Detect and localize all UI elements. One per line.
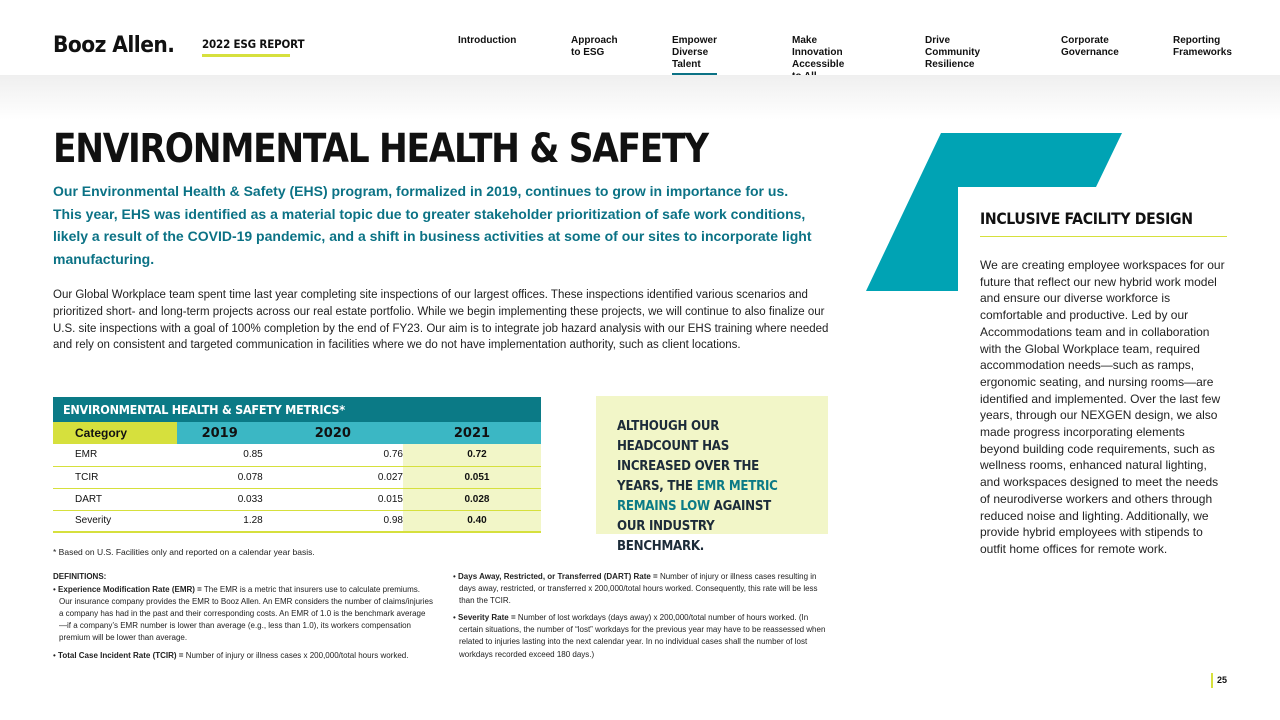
- page-number-bar: [1211, 673, 1213, 688]
- cell-2019: 1.28: [177, 510, 263, 532]
- definition-dart: • Days Away, Restricted, or Transferred (DART) Rate = Number of injury or illness cases resulting in days away, restricted, or transferred x 200,000/total hours worked. Consequently, this rate will be less than the TCIR.: [453, 572, 818, 606]
- definition-text: Number of lost workdays (days away) x 200,000/total number of hours worked. (In certain situations, the number of “lost” workdays for the previous year may have to be reassessed when related to injuries lasting into the next calendar year. In no individual cases shall the number of lost workdays recorded exceed 180 days.): [459, 613, 826, 659]
- nav-reporting-frameworks[interactable]: Reporting Frameworks: [1173, 35, 1232, 58]
- definition-emr: • Experience Modification Rate (EMR) = The EMR is a metric that insurers use to calculate premiums. Our insurance company provides the EMR to Booz Allen. An EMR considers the number of claims/injuries a company has had in the past and their corresponding costs. An EMR of 1.0 is the benchmark average—if a company’s EMR number is lower than average (e.g., less than 1.0), its workers compensation premium will be lower than average.: [53, 585, 433, 643]
- cell-2021: 0.72: [403, 444, 541, 466]
- ehs-metrics-table: [53, 397, 541, 533]
- column-header-2019: 2019: [177, 422, 263, 444]
- column-header-2021: 2021: [403, 422, 541, 444]
- nav-approach-to-esg[interactable]: Approach to ESG: [571, 35, 618, 58]
- row-label: Severity: [53, 510, 177, 532]
- definition-text: Number of injury or illness cases x 200,000/total hours worked.: [183, 650, 409, 660]
- row-label: DART: [53, 488, 177, 510]
- table-row: [53, 488, 541, 510]
- intro-paragraph: Our Environmental Health & Safety (EHS) program, formalized in 2019, continues to grow in importance for us. This year, EHS was identified as a material topic due to greater stakeholder prioritization of safe work conditions, likely a result of the COVID-19 pandemic, and a shift in business activities at some of our sites to incorporate light manufacturing.: [53, 183, 812, 267]
- definition-term: Severity Rate =: [458, 613, 516, 623]
- nav-make-innovation-accessible[interactable]: Make Innovation Accessible: [792, 35, 845, 70]
- definition-severity: • Severity Rate = Number of lost workdays (days away) x 200,000/total number of hours worked. (In certain situations, the number of “lost” workdays for the previous year may have to be reassessed when related to injuries lasting into the next calendar year. In no individual cases shall the number of lost workdays recorded exceed 180 days.): [453, 613, 826, 659]
- table-header-row: [53, 422, 541, 444]
- page-title: ENVIRONMENTAL HEALTH & SAFETY: [53, 126, 708, 172]
- definitions-heading: DEFINITIONS:: [53, 572, 107, 581]
- callout-text-part2: AGAINST OUR INDUSTRY BENCHMARK.: [617, 498, 771, 554]
- sidebar-text: We are creating employee workspaces for our future that reflect our new hybrid work model and ensure our diverse workforce is comfortable and productive. Led by our Accommodations team and in collaboration with the Global Workplace team, required accommodation needs—such as ramps, ergonomic seating, and nursing rooms—are identified and implemented. Over the last few years, through our NEXGEN design, we also made progress incorporating elements beyond building code requirements, such as wellness rooms, enhanced natural lighting, and workspaces designed to meet the needs of neurodiverse workers and others through reduced noise and lighting. Additionally, we provide hybrid employees with stipends to outfit home offices for remote work.: [980, 258, 1225, 556]
- callout-text: [617, 416, 802, 556]
- table-row: [53, 510, 541, 532]
- cell-2019: 0.033: [177, 488, 263, 510]
- report-title[interactable]: 2022 ESG REPORT: [202, 37, 305, 51]
- header: [0, 0, 1280, 75]
- definition-text: Number of injury or illness cases resulting in days away, restricted, or transferred x 200,000/total hours worked. Consequently, this rate will be less than the TCIR.: [459, 572, 818, 606]
- metrics-title: [53, 397, 541, 422]
- metrics-footnote: * Based on U.S. Facilities only and reported on a calendar year basis.: [53, 547, 315, 557]
- definition-term: Experience Modification Rate (EMR) =: [58, 585, 202, 595]
- nav-drive-community-resilience[interactable]: Drive Community Resilience: [925, 35, 980, 70]
- callout-text-part1: ALTHOUGH OUR HEADCOUNT HAS INCREASED OVER THE YEARS, THE: [617, 418, 759, 494]
- table-row: [53, 444, 541, 466]
- callout-highlight: EMR METRIC REMAINS LOW: [617, 478, 778, 514]
- cell-2020: 0.76: [263, 444, 403, 466]
- header-shadow: [0, 75, 1280, 120]
- cell-2020: 0.015: [263, 488, 403, 510]
- nav-corporate-governance[interactable]: Corporate Governance: [1061, 35, 1119, 58]
- column-header-2020: 2020: [263, 422, 403, 444]
- sidebar-title: INCLUSIVE FACILITY DESIGN: [980, 209, 1193, 228]
- definitions-right: [453, 571, 831, 666]
- definitions-left: [53, 571, 433, 667]
- cell-2019: 0.85: [177, 444, 263, 466]
- row-label: EMR: [53, 444, 177, 466]
- nav-introduction[interactable]: Introduction: [458, 35, 517, 46]
- cell-2020: 0.027: [263, 466, 403, 488]
- definition-term: Total Case Incident Rate (TCIR) =: [58, 650, 184, 660]
- row-label: TCIR: [53, 466, 177, 488]
- report-title-underline: [202, 54, 290, 57]
- definition-text: The EMR is a metric that insurers use to calculate premiums. Our insurance company provides the EMR to Booz Allen. An EMR considers the number of claims/injuries a company has had in the past and their corresponding costs. An EMR of 1.0 is the benchmark average—if a company’s EMR number is lower than average (e.g., less than 1.0), its workers compensation premium will be lower than average.: [59, 585, 433, 643]
- cell-2019: 0.078: [177, 466, 263, 488]
- page-number: 25: [1217, 675, 1228, 685]
- cell-2021: 0.051: [403, 466, 541, 488]
- definition-term: Days Away, Restricted, or Transferred (DART) Rate =: [458, 572, 658, 581]
- logo[interactable]: Booz Allen.: [53, 33, 175, 58]
- emr-callout-box: [596, 396, 828, 554]
- sidebar-rule: [980, 236, 1227, 237]
- metrics-title-text: ENVIRONMENTAL HEALTH & SAFETY METRICS*: [63, 402, 345, 417]
- table-row: [53, 466, 541, 488]
- cell-2021: 0.028: [403, 488, 541, 510]
- nav-empower-diverse-talent[interactable]: Empower Diverse Talent: [672, 35, 717, 75]
- body-paragraph: Our Global Workplace team spent time last year completing site inspections of our largest offices. These inspections identified various scenarios and prioritized short- and long-term projects across our real estate portfolio. While we begin implementing these projects, we will continue to also finalize our U.S. site inspections with a goal of 100% completion by the end of FY23. Our aim is to integrate job hazard analysis with our EHS training where needed and rely on consistent and targeted communication in facilities where we do not have implementation authority, such as client locations.: [53, 289, 829, 352]
- cell-2020: 0.98: [263, 510, 403, 532]
- cell-2021: 0.40: [403, 510, 541, 532]
- column-header-category: Category: [53, 422, 177, 444]
- definition-tcir: • Total Case Incident Rate (TCIR) = Number of injury or illness cases x 200,000/total hours worked.: [53, 650, 409, 660]
